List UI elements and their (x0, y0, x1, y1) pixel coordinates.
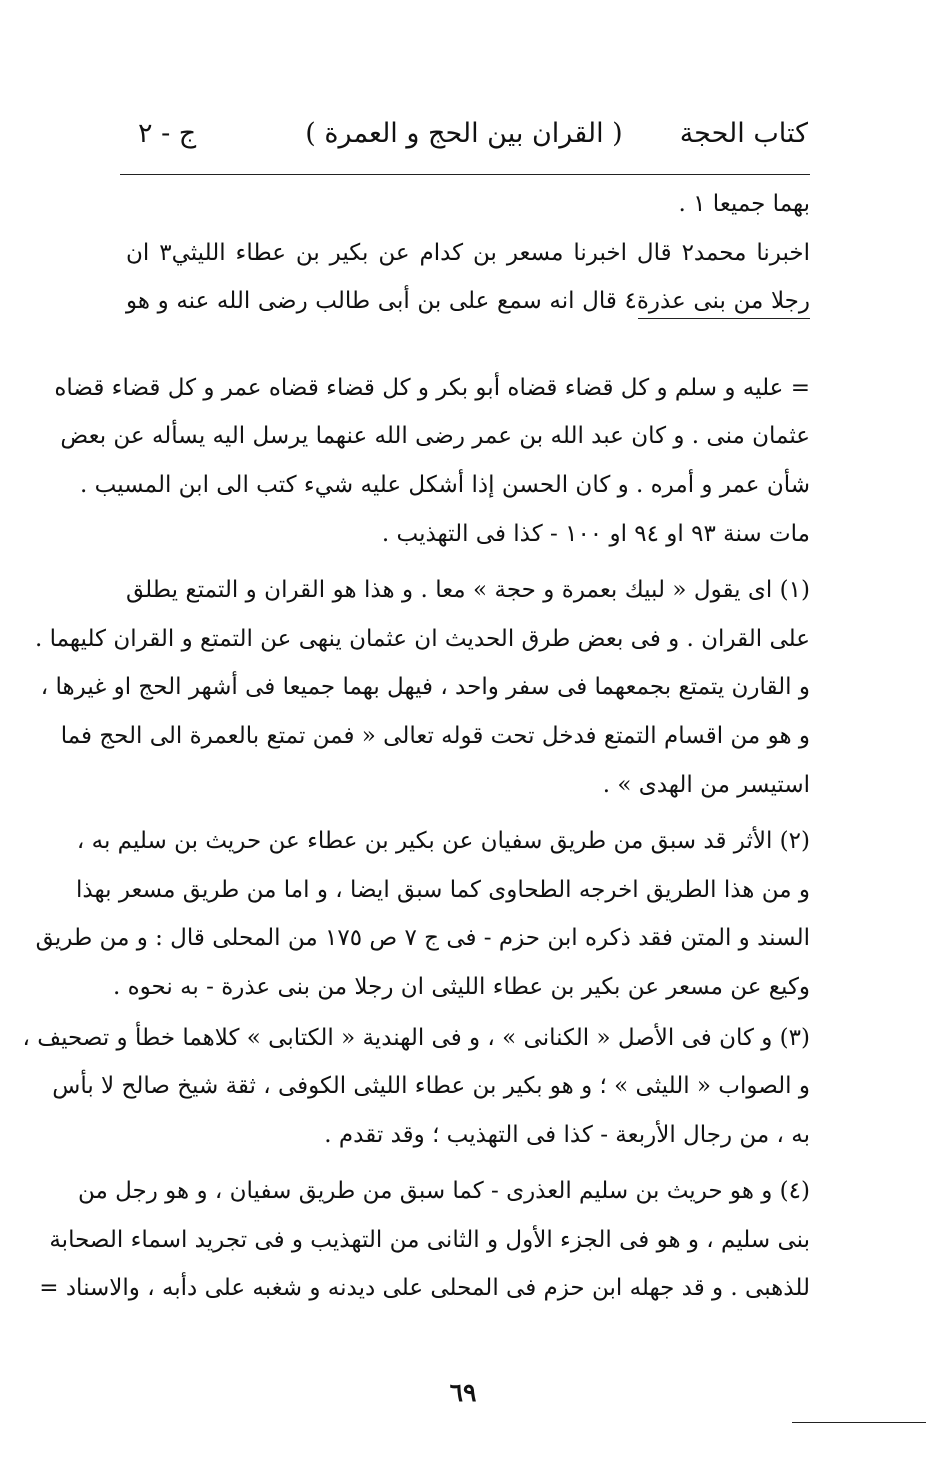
running-header (120, 118, 808, 168)
chapter-title: ( القران بين الحج و العمرة ) (305, 118, 623, 149)
footnote-line: (٣) و كان فى الأصل « الكنانى » ، و فى الهندية « الكتابى » كلاهما خطأ و تصحيف ، (22, 1024, 810, 1051)
footnote-line: (٤) و هو حريث بن سليم العذرى - كما سبق من طريق سفيان ، و هو رجل من (77, 1178, 810, 1205)
footnote-line: مات سنة ٩٣ او ٩٤ او ١٠٠ - كذا فى التهذيب . (381, 520, 810, 547)
page-number: ٦٩ (449, 1378, 477, 1407)
footnote-line: وكيع عن مسعر عن بكير بن عطاء الليثى ان رجلا من بنى عذرة - به نحوه . (112, 973, 810, 1000)
footnote-line: و من هذا الطريق اخرجه الطحاوى كما سبق ايضا ، و اما من طريق مسعر بهذا (76, 876, 810, 903)
footnote-line: (١) اى يقول « لبيك بعمرة و حجة » معا . و هذا هو القران و التمتع يطلق (126, 577, 810, 604)
page-body (22, 180, 811, 1313)
footnote-4 (39, 1167, 810, 1313)
text-line: رجلا من بنى عذرة٤ قال انه سمع على بن أبى طالب رضى الله عنه و هو (126, 288, 810, 315)
footnote-line: السند و المتن فقد ذكره ابن حزم - فى ج ٧ ص ١٧٥ من المحلى قال : و من طريق (35, 925, 810, 952)
footnote-line: (٢) الأثر قد سبق من طريق سفيان عن بكير بن عطاء عن حريث بن سليم به ، (76, 828, 810, 855)
text-line: بهما جميعا ١ . (678, 191, 810, 217)
footnote-line: = عليه و سلم و كل قضاء قضاه أبو بكر و كل قضاء قضاه عمر و كل قضاء قضاه (54, 374, 810, 401)
footnote-line: للذهبى . و قد جهله ابن حزم فى المحلى على ديدنه و شغبه على دأبه ، والاسناد = (39, 1275, 810, 1302)
footnote-line: و القارن يتمتع بجمعهما فى سفر واحد ، فيهل بهما جميعا فى أشهر الحج او غيرها ، (40, 674, 810, 701)
footnote-line: شأن عمر و أمره . و كان الحسن إذا أشكل عليه شيء كتب الى ابن المسيب . (79, 471, 810, 498)
scan-edge-line (792, 1422, 926, 1423)
text-line: اخبرنا محمد٢ قال اخبرنا مسعر بن كدام عن بكير بن عطاء الليثي٣ ان (126, 239, 811, 266)
header-divider (120, 174, 810, 175)
main-text (126, 180, 810, 326)
footnote-continuation (54, 364, 810, 558)
footnote-2 (35, 817, 810, 1011)
footnote-line: بنى سليم ، و هو فى الجزء الأول و الثانى من التهذيب و فى تجريد اسماء الصحابة (49, 1226, 810, 1253)
footnote-1 (34, 566, 810, 809)
footnote-line: به ، من رجال الأربعة - كذا فى التهذيب ؛ وقد تقدم . (324, 1121, 810, 1148)
volume-number: ج - ٢ (138, 118, 197, 149)
footnote-3 (22, 1014, 810, 1160)
footnote-line: عثمان منى . و كان عبد الله بن عمر رضى الله عنهما يرسل اليه يسأله عن بعض (60, 423, 810, 450)
footnote-line: و هو من اقسام التمتع فدخل تحت قوله تعالى « فمن تمتع بالعمرة الى الحج فما (60, 722, 810, 749)
book-title: كتاب الحجة (679, 118, 808, 149)
footnote-line: استيسر من الهدى » . (602, 771, 810, 798)
footnote-line: و الصواب « الليثى » ؛ و هو بكير بن عطاء الليثى الكوفى ، ثقة شيخ صالح لا بأس (52, 1073, 810, 1100)
footnote-line: على القران . و فى بعض طرق الحديث ان عثمان ينهى عن التمتع و القران كليهما . (34, 625, 810, 652)
